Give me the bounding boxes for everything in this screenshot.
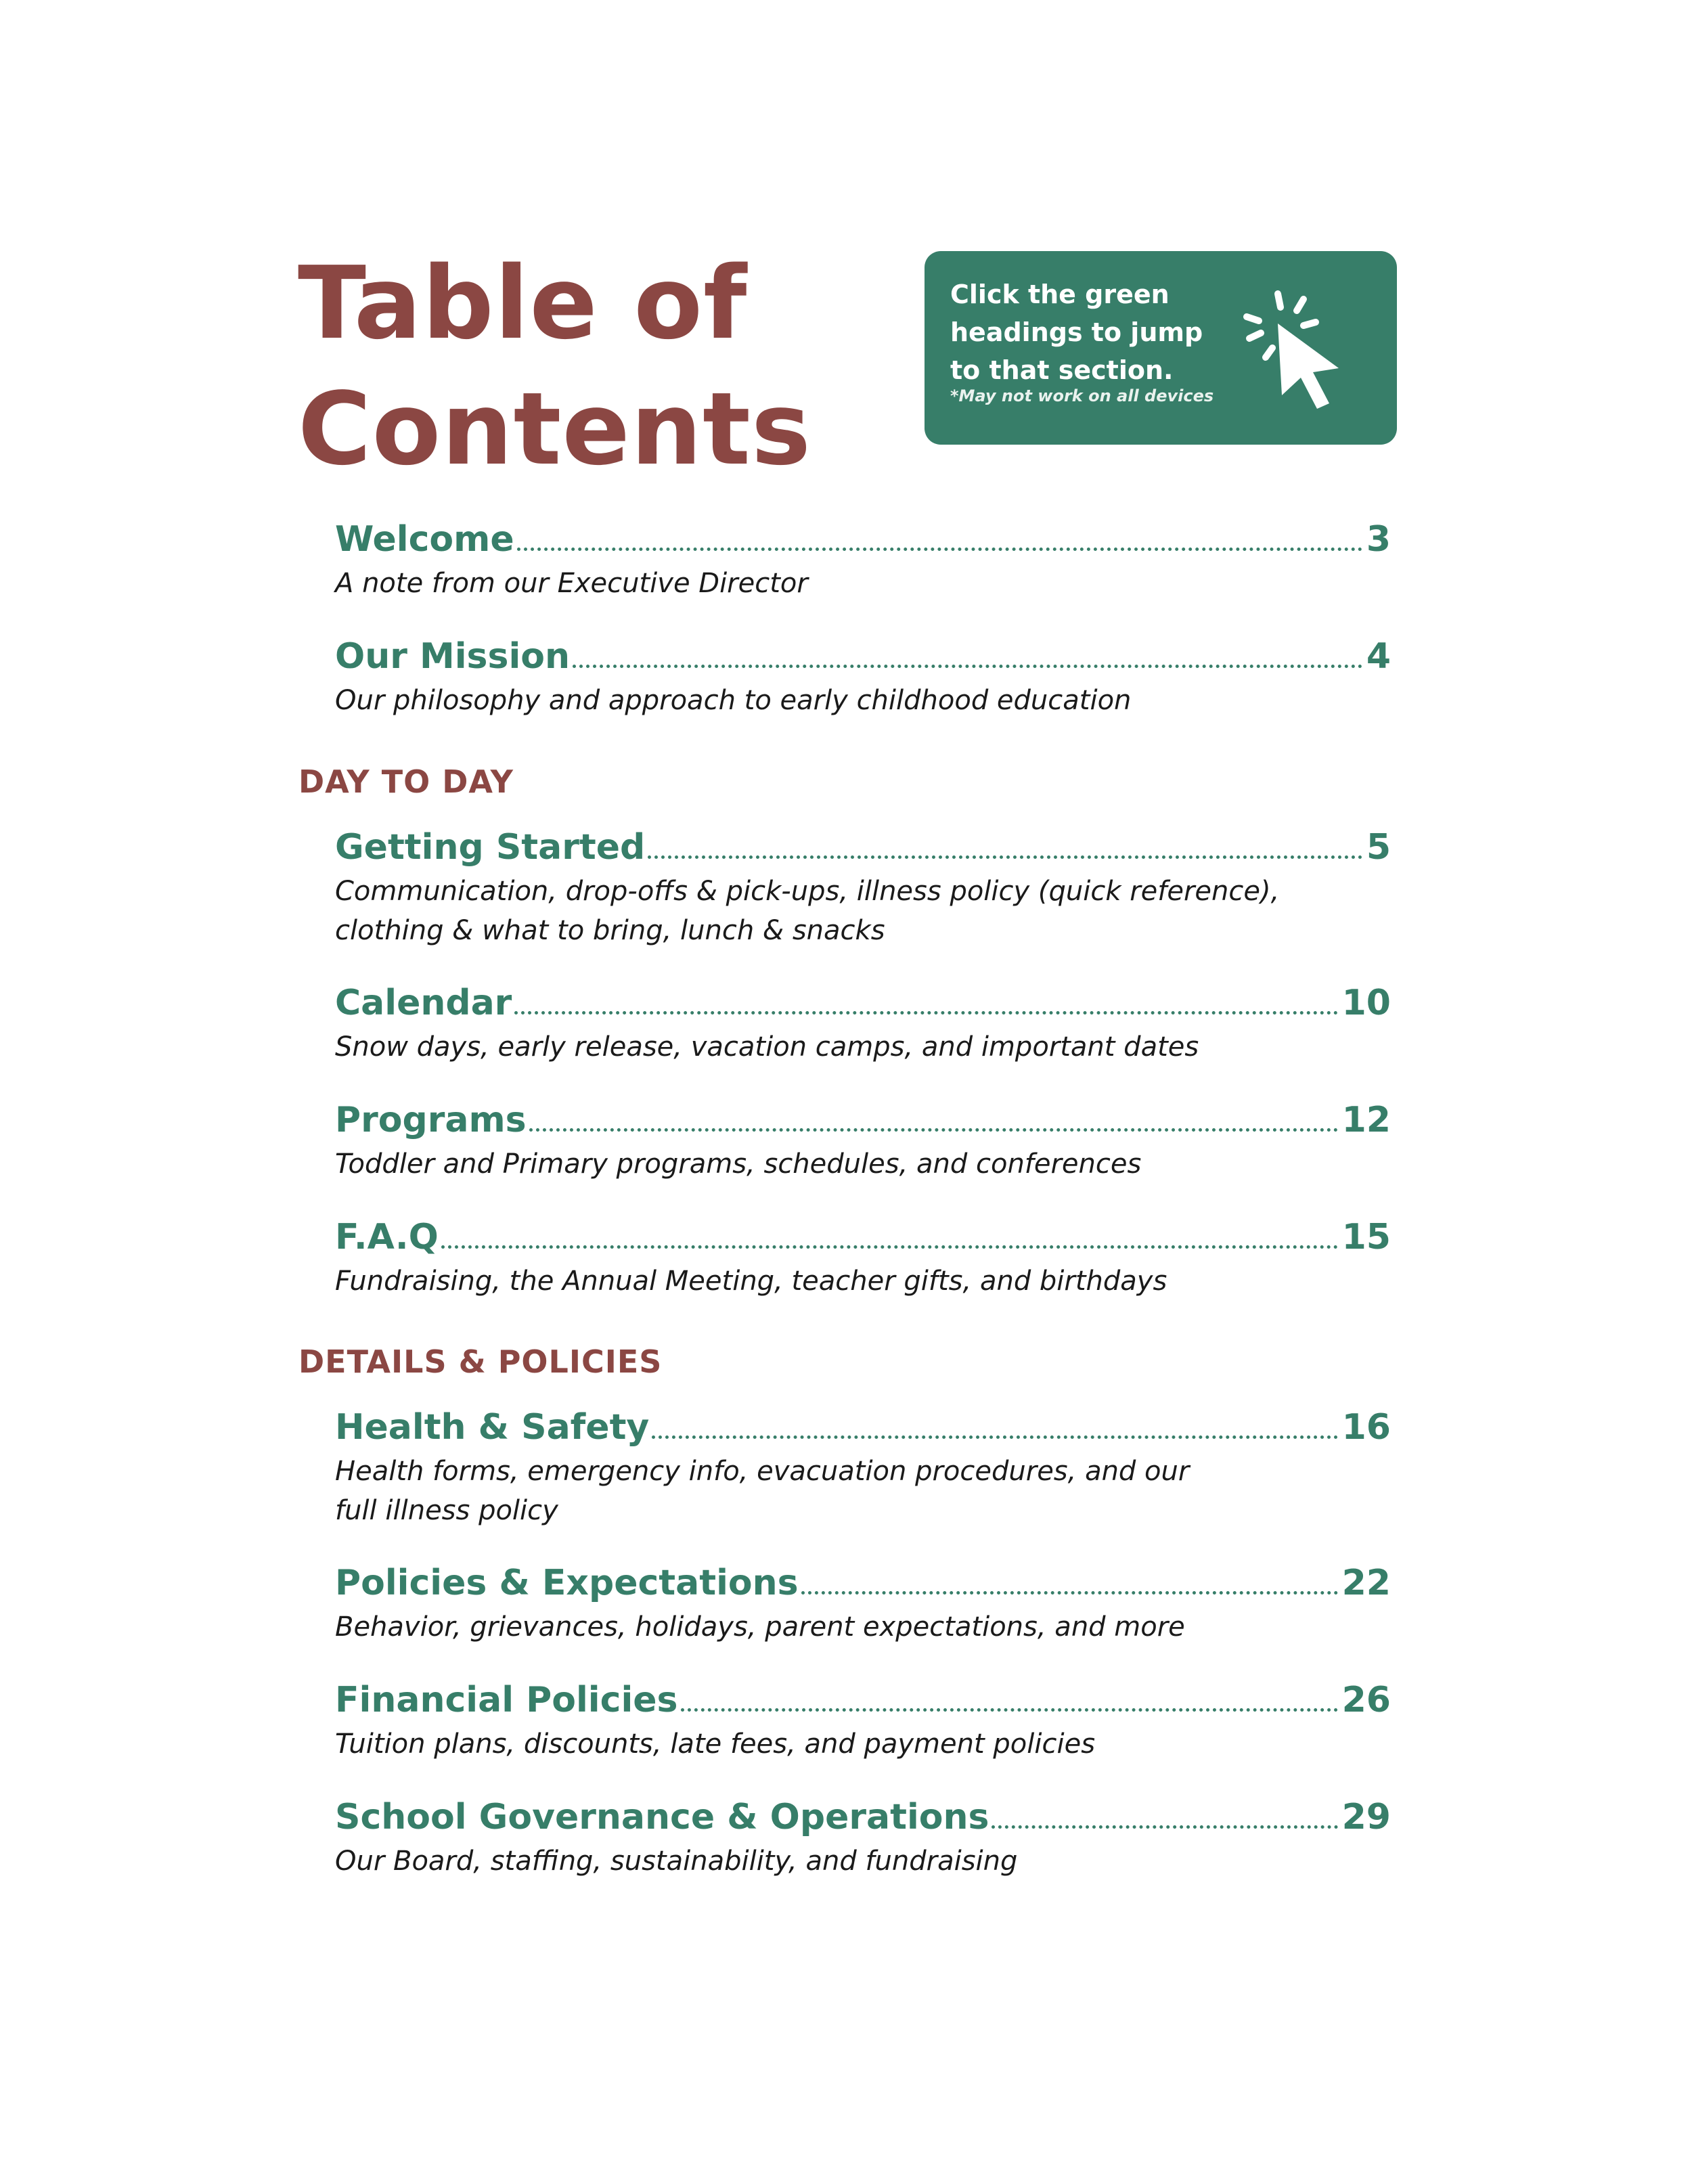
- toc-link-getting-started[interactable]: Getting Started: [335, 827, 646, 868]
- description-line: Toddler and Primary programs, schedules, and conferences: [335, 1149, 1142, 1180]
- description-line: Tuition plans, discounts, late fees, and payment policies: [335, 1729, 1096, 1760]
- dot-leader: [648, 855, 1362, 859]
- toc-entry-faq: [335, 1216, 1391, 1301]
- page-number: 29: [1341, 1797, 1391, 1837]
- title-line-2: Contents: [298, 371, 811, 487]
- toc-link-our-mission[interactable]: Our Mission: [335, 636, 571, 677]
- dot-leader: [441, 1245, 1338, 1249]
- hint-text: [950, 275, 1203, 389]
- page-number: 16: [1341, 1407, 1391, 1448]
- page-number: 10: [1341, 983, 1391, 1023]
- toc-link-policies-expectations[interactable]: Policies & Expectations: [335, 1563, 799, 1603]
- page-number: 4: [1366, 636, 1391, 677]
- toc-description: [335, 1607, 1391, 1647]
- page-number: 22: [1341, 1563, 1391, 1603]
- description-line: Health forms, emergency info, evacuation procedures, and our: [335, 1456, 1190, 1487]
- toc-row: [335, 1098, 1391, 1142]
- toc-entry-health-safety: [335, 1406, 1391, 1530]
- toc-row: [335, 1216, 1391, 1259]
- dot-leader: [514, 1011, 1337, 1015]
- toc-row: [335, 1678, 1391, 1722]
- page-title: [298, 240, 811, 492]
- toc-entry-school-governance: [335, 1796, 1391, 1881]
- toc-entry-policies-expectations: [335, 1561, 1391, 1647]
- page-number: 15: [1341, 1217, 1391, 1257]
- toc-description: [335, 1144, 1391, 1184]
- section-label-details-policies: DETAILS & POLICIES: [298, 1343, 663, 1380]
- section-label-day-to-day: DAY TO DAY: [298, 763, 514, 800]
- toc-description: [335, 1724, 1391, 1764]
- toc-description: [335, 681, 1391, 720]
- toc-row: [335, 1406, 1391, 1449]
- page-number: 5: [1366, 827, 1391, 868]
- cursor-click-icon: [1236, 288, 1358, 410]
- description-line: Fundraising, the Annual Meeting, teacher gifts, and birthdays: [335, 1266, 1167, 1297]
- dot-leader: [652, 1435, 1337, 1439]
- hint-line-2: headings to jump: [950, 317, 1203, 347]
- description-line: clothing & what to bring, lunch & snacks: [335, 915, 885, 946]
- toc-row: [335, 635, 1391, 678]
- toc-row: [335, 518, 1391, 561]
- description-line: Our Board, staffing, sustainability, and fundraising: [335, 1846, 1018, 1877]
- toc-row: [335, 1796, 1391, 1839]
- toc-link-financial-policies[interactable]: Financial Policies: [335, 1680, 678, 1720]
- toc-row: [335, 981, 1391, 1025]
- toc-entry-getting-started: [335, 826, 1391, 950]
- title-line-1: Table of: [298, 245, 748, 361]
- toc-description: [335, 1027, 1391, 1067]
- description-line: full illness policy: [335, 1495, 558, 1526]
- description-line: Behavior, grievances, holidays, parent expectations, and more: [335, 1611, 1185, 1643]
- toc-row: [335, 826, 1391, 869]
- toc-row: [335, 1561, 1391, 1605]
- toc-entry-programs: [335, 1098, 1391, 1184]
- dot-leader: [681, 1708, 1338, 1712]
- toc-entry-calendar: [335, 981, 1391, 1067]
- toc-entry-our-mission: [335, 635, 1391, 720]
- toc-description: [335, 564, 1391, 603]
- toc-link-programs[interactable]: Programs: [335, 1100, 527, 1140]
- navigation-hint-box: [925, 251, 1397, 445]
- toc-description: [335, 872, 1391, 950]
- description-line: A note from our Executive Director: [335, 568, 808, 599]
- page-number: 26: [1341, 1680, 1391, 1720]
- page-number: 3: [1366, 519, 1391, 560]
- toc-link-school-governance[interactable]: School Governance & Operations: [335, 1797, 989, 1837]
- toc-link-calendar[interactable]: Calendar: [335, 983, 512, 1023]
- toc-description: [335, 1262, 1391, 1301]
- description-line: Our philosophy and approach to early childhood education: [335, 685, 1132, 716]
- hint-line-1: Click the green: [950, 280, 1170, 309]
- toc-link-health-safety[interactable]: Health & Safety: [335, 1407, 650, 1448]
- toc-link-welcome[interactable]: Welcome: [335, 519, 514, 560]
- toc-link-faq[interactable]: F.A.Q: [335, 1217, 439, 1257]
- description-line: Communication, drop-offs & pick-ups, illness policy (quick reference),: [335, 876, 1280, 907]
- description-line: Snow days, early release, vacation camps, and important dates: [335, 1031, 1199, 1063]
- toc-description: [335, 1452, 1391, 1530]
- dot-leader: [529, 1128, 1338, 1132]
- toc-entry-financial-policies: [335, 1678, 1391, 1764]
- hint-note: *May not work on all devices: [950, 386, 1214, 405]
- toc-description: [335, 1842, 1391, 1881]
- page-number: 12: [1341, 1100, 1391, 1140]
- dot-leader: [517, 548, 1362, 551]
- hint-line-3: to that section.: [950, 355, 1174, 385]
- dot-leader: [992, 1825, 1337, 1829]
- toc-entry-welcome: [335, 518, 1391, 603]
- dot-leader: [801, 1591, 1338, 1595]
- dot-leader: [573, 665, 1362, 668]
